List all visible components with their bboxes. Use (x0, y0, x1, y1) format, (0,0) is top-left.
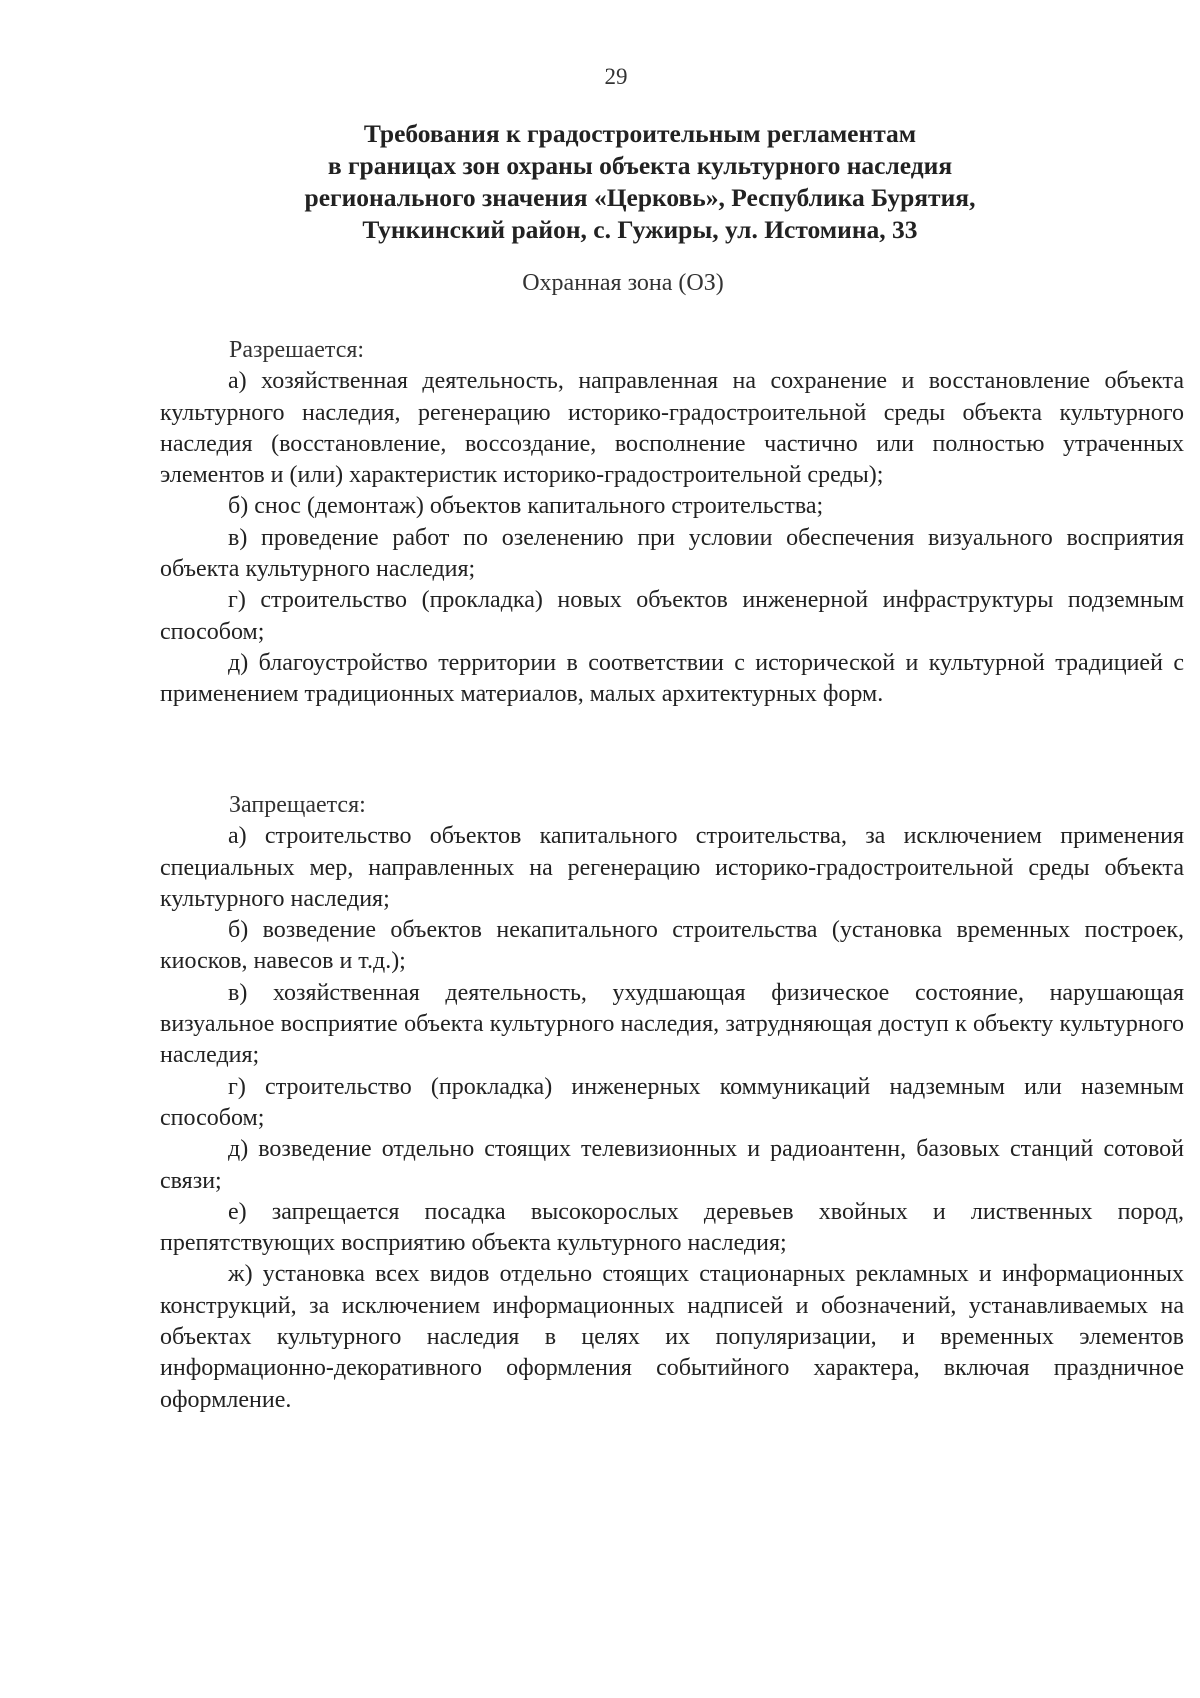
forbidden-section (160, 790, 1184, 1416)
forbidden-clause-e: е) запрещается посадка высокорослых деревьев хвойных и лиственных пород, препятствующих восприятию объекта культурного наследия; (160, 1198, 1184, 1257)
allowed-heading: Разрешается: (229, 337, 365, 363)
allowed-clause-a: а) хозяйственная деятельность, направленная на сохранение и восстановление объекта культурного наследия, регенерацию историко-градостроительной среды объекта культурного наследия (восстановление, воссоздание, восполнение частично или полностью утраченных элементов и (или) характеристик историко-градостроительной среды); (160, 368, 1184, 489)
forbidden-clause-d: д) возведение отдельно стоящих телевизионных и радиоантенн, базовых станций сотовой связи; (160, 1136, 1184, 1194)
forbidden-clause-g: г) строительство (прокладка) инженерных коммуникаций надземным или наземным способом; (160, 1073, 1184, 1131)
forbidden-clause-b: б) возведение объектов некапитального строительства (установка временных построек, киосков, навесов и т.д.); (160, 917, 1184, 975)
document-title (200, 118, 1080, 246)
forbidden-heading: Запрещается: (229, 792, 366, 818)
title-line: Тункинский район, с. Гужиры, ул. Истомина, 33 (362, 215, 918, 244)
title-line: Требования к градостроительным регламентам (363, 119, 917, 148)
allowed-clause-b: б) снос (демонтаж) объектов капитального строительства; (228, 493, 824, 520)
zone-title: Охранная зона (ОЗ) (522, 270, 724, 296)
forbidden-clause-v: в) хозяйственная деятельность, ухудшающая физическое состояние, нарушающая визуальное восприятие объекта культурного наследия, затрудняющая доступ к объекту культурного наследия; (160, 979, 1184, 1069)
title-line: в границах зон охраны объекта культурного наследия (327, 151, 953, 180)
allowed-section (160, 335, 1184, 711)
forbidden-clause-zh: ж) установка всех видов отдельно стоящих стационарных рекламных и информационных конструкций, за исключением информационных надписей и обозначений, устанавливаемых на объектах культурного наследия в целях их популяризации, и временных элементов информационно-декоративного оформления событийного характера, включая праздничное оформление. (160, 1261, 1184, 1413)
allowed-clause-v: в) проведение работ по озеленению при условии обеспечения визуального восприятия объекта культурного наследия; (160, 524, 1184, 583)
title-line: регионального значения «Церковь», Республика Бурятия, (304, 183, 976, 212)
page-number: 29 (604, 64, 628, 89)
allowed-clause-d: д) благоустройство территории в соответствии с исторической и культурной традицией с применением традиционных материалов, малых архитектурных форм. (160, 649, 1184, 708)
allowed-clause-g: г) строительство (прокладка) новых объектов инженерной инфраструктуры подземным способом; (160, 587, 1184, 645)
forbidden-clause-a: а) строительство объектов капитального строительства, за исключением применения специальных мер, направленных на регенерацию историко-градостроительной среды объекта культурного наследия; (160, 823, 1184, 912)
